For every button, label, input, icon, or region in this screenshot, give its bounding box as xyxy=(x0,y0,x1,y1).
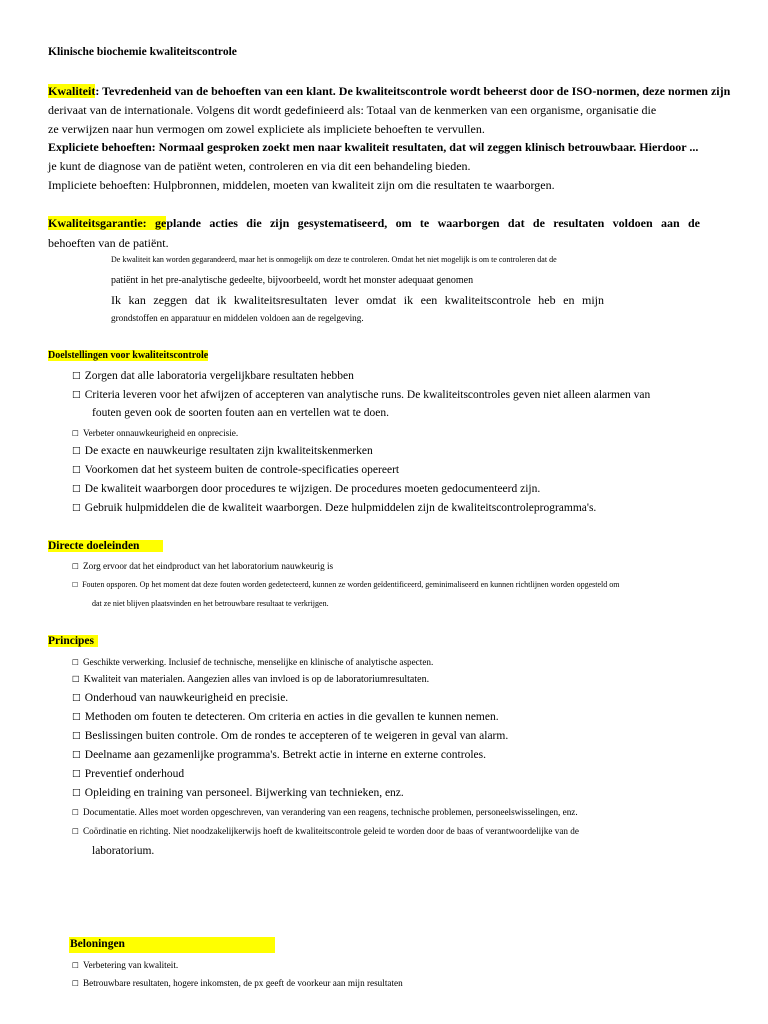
list-item: ☐ Preventief onderhoud xyxy=(72,768,185,780)
list-item: ☐ Onderhoud van nauwkeurigheid en precisie. xyxy=(72,692,289,704)
list-item-continuation: dat ze niet blijven plaatsvinden en het betrouwbare resultaat te verkrijgen. xyxy=(92,599,329,608)
checkbox-icon: ☐ xyxy=(72,750,81,761)
checkbox-icon: ☐ xyxy=(72,390,81,401)
list-item: ☐ Zorg ervoor dat het eindproduct van het laboratorium nauwkeurig is xyxy=(72,561,334,571)
beloningen-heading: Beloningen xyxy=(70,938,125,950)
garantie-line-2: behoeften van de patiënt. xyxy=(48,236,169,250)
list-item: ☐ Gebruik hulpmiddelen die de kwaliteit waarborgen. Deze hulpmiddelen zijn de kwaliteitscontroleprogramma's. xyxy=(72,502,597,514)
directe-heading: Directe doeleinden xyxy=(48,540,163,553)
checkbox-icon: ☐ xyxy=(72,658,80,667)
list-item: ☐ De kwaliteit waarborgen door procedures te wijzigen. De procedures moeten gedocumenteerd zijn. xyxy=(72,483,541,495)
checkbox-icon: ☐ xyxy=(72,827,80,836)
list-item: ☐ Beslissingen buiten controle. Om de rondes te accepteren of te weigeren in geval van alarm. xyxy=(72,730,509,742)
kwaliteit-line-2: derivaat van de internationale. Volgens dit wordt gedefinieerd als: Totaal van de kenmerken van een organisme, organisatie die xyxy=(48,103,657,117)
checkbox-icon: ☐ xyxy=(72,581,79,589)
checkbox-icon: ☐ xyxy=(72,731,81,742)
checkbox-icon: ☐ xyxy=(72,484,81,495)
garantie-sub-2: patiënt in het pre-analytische gedeelte, bijvoorbeeld, wordt het monster adequaat genomen xyxy=(111,275,474,286)
checkbox-icon: ☐ xyxy=(72,979,80,988)
checkbox-icon: ☐ xyxy=(72,788,81,799)
kwaliteit-line-3: ze verwijzen naar hun vermogen om zowel expliciete als impliciete behoeften te vervullen. xyxy=(48,122,485,136)
checkbox-icon: ☐ xyxy=(72,429,80,438)
principes-heading: Principes xyxy=(48,635,98,648)
list-item: ☐ De exacte en nauwkeurige resultaten zijn kwaliteitskenmerken xyxy=(72,445,373,457)
checkbox-icon: ☐ xyxy=(72,562,80,571)
checkbox-icon: ☐ xyxy=(72,769,81,780)
garantie-sub-3: Ik kan zeggen dat ik kwaliteitsresultaten lever omdat ik een kwaliteitscontrole heb en mijn xyxy=(111,293,604,307)
list-item: ☐ Methoden om fouten te detecteren. Om criteria en acties in die gevallen te kunnen nemen. xyxy=(72,711,499,723)
checkbox-icon: ☐ xyxy=(72,675,80,685)
checkbox-icon: ☐ xyxy=(72,712,81,723)
kwaliteit-line-5: je kunt de diagnose van de patiënt weten, controleren en via dit een behandeling bieden. xyxy=(48,159,471,173)
garantie-line-1: Kwaliteitsgarantie: geplande acties die zijn gesystematiseerd, om te waarborgen dat de resultaten voldoen aan de xyxy=(48,216,701,230)
list-item: ☐ Verbetering van kwaliteit. xyxy=(72,960,179,970)
checkbox-icon: ☐ xyxy=(72,371,81,382)
garantie-term: Kwaliteitsgarantie: ge xyxy=(48,216,167,230)
list-item: ☐ Fouten opsporen. Op het moment dat deze fouten worden gedetecteerd, kunnen ze worden geïdentificeerd, geminimaliseerd en kunnen richtlijnen worden opgesteld om xyxy=(72,580,620,589)
checkbox-icon: ☐ xyxy=(72,961,80,970)
list-item: ☐ Documentatie. Alles moet worden opgeschreven, van verandering van een reagens, technische problemen, personeelswisselingen, enz. xyxy=(72,807,578,817)
list-item-continuation: laboratorium. xyxy=(92,845,155,857)
kwaliteit-term: Kwaliteit xyxy=(48,84,96,98)
list-item: ☐ Criteria leveren voor het afwijzen of accepteren van analytische runs. De kwaliteitscontroles geven niet alleen alarmen van xyxy=(72,389,651,401)
kwaliteit-line-1: Kwaliteit: Tevredenheid van de behoeften van een klant. De kwaliteitscontrole wordt beheerst door de ISO-normen, deze normen zijn xyxy=(48,84,731,98)
page-title: Klinische biochemie kwaliteitscontrole xyxy=(48,46,237,58)
list-item: ☐ Kwaliteit van materialen. Aangezien alles van invloed is op de laboratoriumresultaten. xyxy=(72,674,430,685)
list-item: ☐ Zorgen dat alle laboratoria vergelijkbare resultaten hebben xyxy=(72,370,354,382)
doelstellingen-heading: Doelstellingen voor kwaliteitscontrole xyxy=(48,350,209,361)
list-item: ☐ Deelname aan gezamenlijke programma's. Betrekt actie in interne en externe controles. xyxy=(72,749,486,761)
list-item: ☐ Coördinatie en richting. Niet noodzakelijkerwijs hoeft de kwaliteitscontrole geleid te worden door de baas of verantwoordelijke van de xyxy=(72,826,579,836)
list-item: ☐ Betrouwbare resultaten, hogere inkomsten, de px geeft de voorkeur aan mijn resultaten xyxy=(72,978,403,988)
list-item: ☐ Verbeter onnauwkeurigheid en onprecisie. xyxy=(72,428,239,438)
checkbox-icon: ☐ xyxy=(72,465,81,476)
list-item: ☐ Geschikte verwerking. Inclusief de technische, menselijke en klinische of analytische aspecten. xyxy=(72,657,434,667)
checkbox-icon: ☐ xyxy=(72,808,80,817)
list-item: ☐ Opleiding en training van personeel. Bijwerking van technieken, enz. xyxy=(72,787,404,799)
checkbox-icon: ☐ xyxy=(72,503,81,514)
garantie-sub-4: grondstoffen en apparatuur en middelen voldoen aan de regelgeving. xyxy=(111,313,364,323)
expliciete-behoeften: Expliciete behoeften: Normaal gesproken zoekt men naar kwaliteit resultaten, dat wil zeggen klinisch betrouwbaar. Hierdoor ... xyxy=(48,140,699,154)
checkbox-icon: ☐ xyxy=(72,693,81,704)
impliciete-behoeften: Impliciete behoeften: Hulpbronnen, middelen, moeten van kwaliteit zijn om die resultaten te waarborgen. xyxy=(48,178,555,192)
list-item-continuation: fouten geven ook de soorten fouten aan en vertellen wat te doen. xyxy=(92,407,389,419)
list-item: ☐ Voorkomen dat het systeem buiten de controle-specificaties opereert xyxy=(72,464,400,476)
garantie-sub-1: De kwaliteit kan worden gegarandeerd, maar het is onmogelijk om deze te controleren. Omdat het niet mogelijk is om te controleren dat de xyxy=(111,255,557,264)
checkbox-icon: ☐ xyxy=(72,446,81,457)
